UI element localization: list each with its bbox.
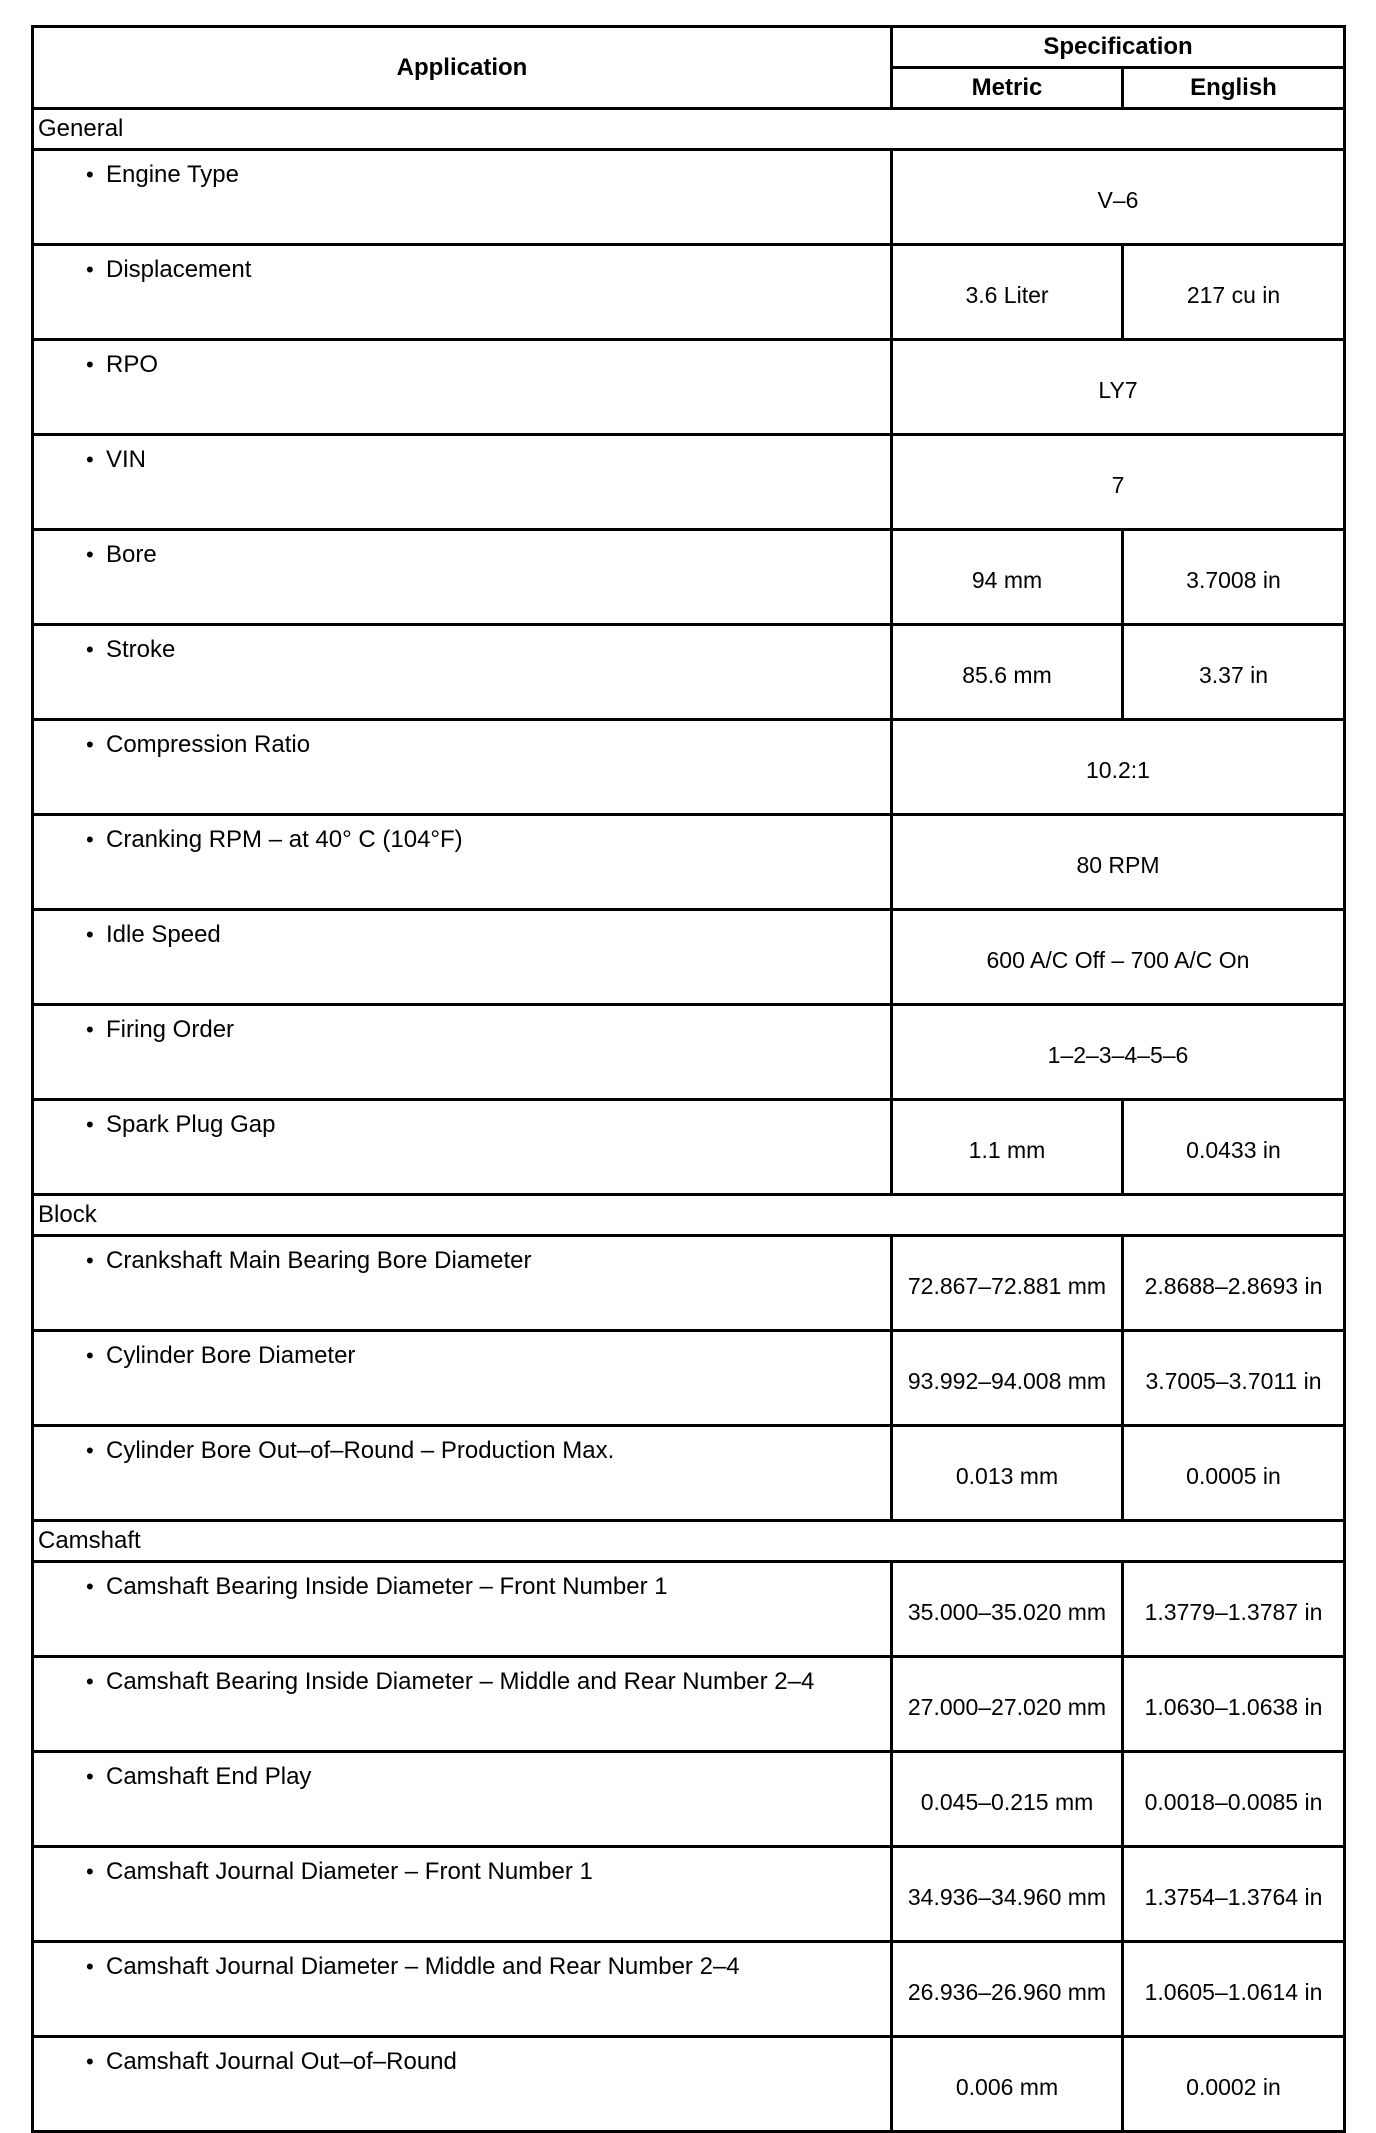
english-value: 3.37 in bbox=[1123, 625, 1345, 720]
table-row bbox=[33, 1236, 1345, 1331]
metric-value: 93.992–94.008 mm bbox=[892, 1331, 1123, 1426]
application-label: Cylinder Bore Diameter bbox=[106, 1342, 356, 1369]
bullet-icon: • bbox=[86, 732, 94, 757]
table-row bbox=[33, 815, 1345, 910]
table-row bbox=[33, 340, 1345, 435]
application-label: Firing Order bbox=[106, 1016, 235, 1043]
table-row bbox=[33, 1657, 1345, 1752]
bullet-icon: • bbox=[86, 542, 94, 567]
bullet-icon: • bbox=[86, 1112, 94, 1137]
section-row bbox=[33, 109, 1345, 150]
spec-value: LY7 bbox=[892, 340, 1345, 435]
application-label: Spark Plug Gap bbox=[106, 1111, 276, 1138]
bullet-icon: • bbox=[86, 637, 94, 662]
header-english: English bbox=[1123, 68, 1345, 109]
bullet-icon: • bbox=[86, 257, 94, 282]
bullet-icon: • bbox=[86, 1859, 94, 1884]
application-cell bbox=[33, 1847, 892, 1942]
application-cell bbox=[33, 815, 892, 910]
application-label: Camshaft Journal Diameter – Middle and Rear Number 2–4 bbox=[106, 1953, 740, 1980]
bullet-icon: • bbox=[86, 162, 94, 187]
table-row bbox=[33, 1847, 1345, 1942]
metric-value: 72.867–72.881 mm bbox=[892, 1236, 1123, 1331]
engine-spec-table bbox=[31, 25, 1346, 2133]
bullet-icon: • bbox=[86, 1438, 94, 1463]
spec-value: V–6 bbox=[892, 150, 1345, 245]
english-value: 1.0630–1.0638 in bbox=[1123, 1657, 1345, 1752]
spec-value: 7 bbox=[892, 435, 1345, 530]
english-value: 2.8688–2.8693 in bbox=[1123, 1236, 1345, 1331]
bullet-icon: • bbox=[86, 922, 94, 947]
spec-value: 1–2–3–4–5–6 bbox=[892, 1005, 1345, 1100]
bullet-icon: • bbox=[86, 447, 94, 472]
spec-value: 80 RPM bbox=[892, 815, 1345, 910]
metric-value: 1.1 mm bbox=[892, 1100, 1123, 1195]
table-header bbox=[33, 27, 1345, 109]
header-application: Application bbox=[33, 27, 892, 109]
application-label: Cranking RPM – at 40° C (104°F) bbox=[106, 826, 463, 853]
table-row bbox=[33, 1942, 1345, 2037]
application-cell bbox=[33, 1236, 892, 1331]
application-label: Compression Ratio bbox=[106, 731, 311, 758]
application-cell bbox=[33, 720, 892, 815]
application-label: Bore bbox=[106, 541, 157, 568]
table-row bbox=[33, 1331, 1345, 1426]
english-value: 0.0433 in bbox=[1123, 1100, 1345, 1195]
table-row bbox=[33, 910, 1345, 1005]
english-value: 0.0005 in bbox=[1123, 1426, 1345, 1521]
bullet-icon: • bbox=[86, 1574, 94, 1599]
application-cell bbox=[33, 245, 892, 340]
table-row bbox=[33, 245, 1345, 340]
metric-value: 0.045–0.215 mm bbox=[892, 1752, 1123, 1847]
application-label: Camshaft Journal Diameter – Front Number 1 bbox=[106, 1858, 593, 1885]
bullet-icon: • bbox=[86, 1017, 94, 1042]
application-cell bbox=[33, 150, 892, 245]
application-cell bbox=[33, 1562, 892, 1657]
application-cell bbox=[33, 1942, 892, 2037]
english-value: 1.3754–1.3764 in bbox=[1123, 1847, 1345, 1942]
english-value: 1.0605–1.0614 in bbox=[1123, 1942, 1345, 2037]
application-label: Camshaft Bearing Inside Diameter – Middle and Rear Number 2–4 bbox=[106, 1668, 815, 1695]
bullet-icon: • bbox=[86, 1248, 94, 1273]
section-row bbox=[33, 1521, 1345, 1562]
application-cell bbox=[33, 1100, 892, 1195]
application-cell bbox=[33, 435, 892, 530]
application-cell bbox=[33, 1752, 892, 1847]
spec-value: 600 A/C Off – 700 A/C On bbox=[892, 910, 1345, 1005]
metric-value: 85.6 mm bbox=[892, 625, 1123, 720]
bullet-icon: • bbox=[86, 1954, 94, 1979]
metric-value: 0.006 mm bbox=[892, 2037, 1123, 2132]
application-label: Camshaft Bearing Inside Diameter – Front Number 1 bbox=[106, 1573, 668, 1600]
table-row bbox=[33, 1100, 1345, 1195]
metric-value: 94 mm bbox=[892, 530, 1123, 625]
application-label: Stroke bbox=[106, 636, 176, 663]
application-cell bbox=[33, 1657, 892, 1752]
english-value: 3.7005–3.7011 in bbox=[1123, 1331, 1345, 1426]
application-label: Idle Speed bbox=[106, 921, 221, 948]
bullet-icon: • bbox=[86, 1764, 94, 1789]
section-row bbox=[33, 1195, 1345, 1236]
metric-value: 3.6 Liter bbox=[892, 245, 1123, 340]
section-title: Camshaft bbox=[33, 1521, 1345, 1562]
application-label: Crankshaft Main Bearing Bore Diameter bbox=[106, 1247, 532, 1274]
application-label: RPO bbox=[106, 351, 159, 378]
bullet-icon: • bbox=[86, 827, 94, 852]
metric-value: 26.936–26.960 mm bbox=[892, 1942, 1123, 2037]
application-cell bbox=[33, 1331, 892, 1426]
bullet-icon: • bbox=[86, 1669, 94, 1694]
table-row bbox=[33, 1562, 1345, 1657]
application-cell bbox=[33, 340, 892, 435]
section-title: Block bbox=[33, 1195, 1345, 1236]
application-label: Camshaft End Play bbox=[106, 1763, 312, 1790]
header-specification: Specification bbox=[892, 27, 1345, 68]
application-cell bbox=[33, 910, 892, 1005]
table-body bbox=[33, 109, 1345, 2132]
metric-value: 34.936–34.960 mm bbox=[892, 1847, 1123, 1942]
application-label: Displacement bbox=[106, 256, 252, 283]
application-cell bbox=[33, 1426, 892, 1521]
bullet-icon: • bbox=[86, 1343, 94, 1368]
table-row bbox=[33, 625, 1345, 720]
metric-value: 35.000–35.020 mm bbox=[892, 1562, 1123, 1657]
table-row bbox=[33, 2037, 1345, 2132]
table-row bbox=[33, 1752, 1345, 1847]
english-value: 0.0002 in bbox=[1123, 2037, 1345, 2132]
application-cell bbox=[33, 2037, 892, 2132]
table-row bbox=[33, 1426, 1345, 1521]
metric-value: 27.000–27.020 mm bbox=[892, 1657, 1123, 1752]
application-cell bbox=[33, 1005, 892, 1100]
metric-value: 0.013 mm bbox=[892, 1426, 1123, 1521]
application-label: Camshaft Journal Out–of–Round bbox=[106, 2048, 457, 2075]
english-value: 0.0018–0.0085 in bbox=[1123, 1752, 1345, 1847]
header-metric: Metric bbox=[892, 68, 1123, 109]
english-value: 1.3779–1.3787 in bbox=[1123, 1562, 1345, 1657]
table-row bbox=[33, 435, 1345, 530]
english-value: 217 cu in bbox=[1123, 245, 1345, 340]
spec-value: 10.2:1 bbox=[892, 720, 1345, 815]
application-label: VIN bbox=[106, 446, 147, 473]
table-row bbox=[33, 530, 1345, 625]
table-row bbox=[33, 1005, 1345, 1100]
application-cell bbox=[33, 530, 892, 625]
application-label: Engine Type bbox=[106, 161, 239, 188]
application-cell bbox=[33, 625, 892, 720]
english-value: 3.7008 in bbox=[1123, 530, 1345, 625]
application-label: Cylinder Bore Out–of–Round – Production Max. bbox=[106, 1437, 615, 1464]
table-row bbox=[33, 720, 1345, 815]
section-title: General bbox=[33, 109, 1345, 150]
table-row bbox=[33, 150, 1345, 245]
bullet-icon: • bbox=[86, 2049, 94, 2074]
bullet-icon: • bbox=[86, 352, 94, 377]
